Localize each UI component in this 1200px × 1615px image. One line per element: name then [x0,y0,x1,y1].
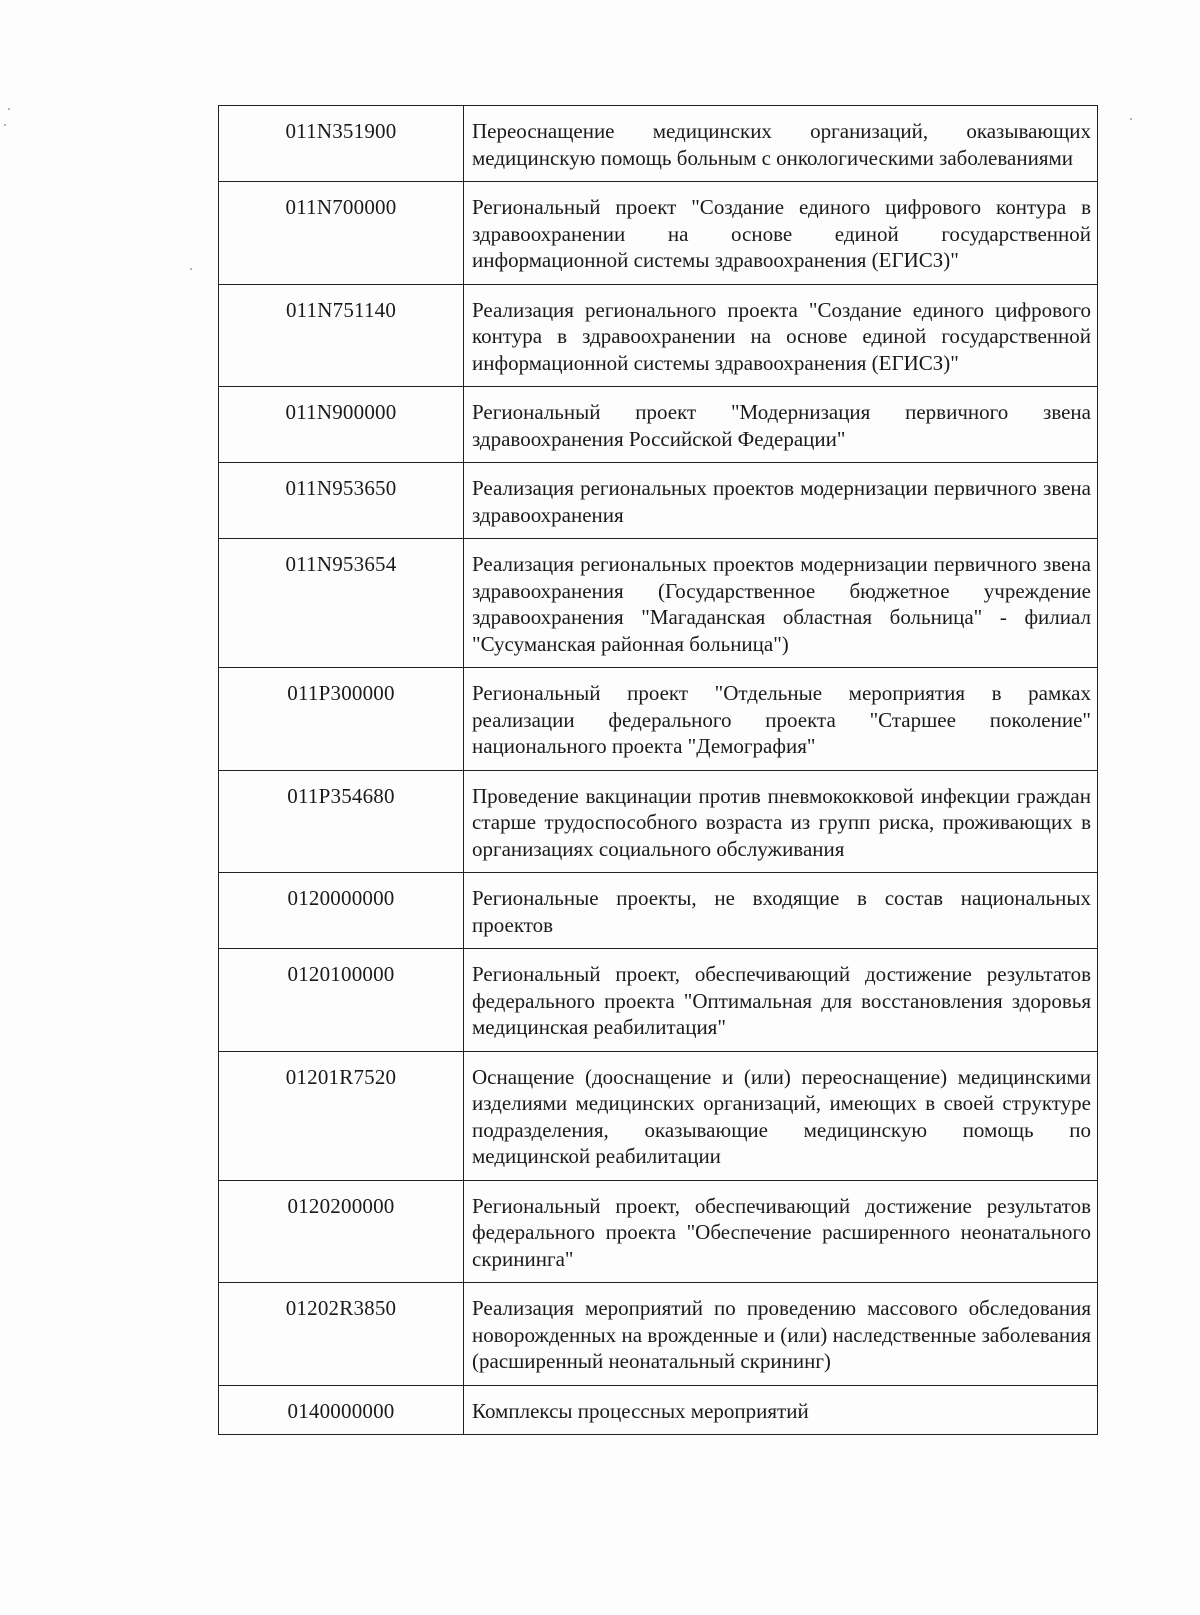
description-cell: Региональный проект, обеспечивающий достижение результатов федерального проекта "Обеспечение расширенного неонатального скрининга" [464,1180,1098,1283]
table-row [219,1180,1098,1283]
description-cell: Реализация региональных проектов модернизации первичного звена здравоохранения [464,463,1098,539]
code-cell: 01201R7520 [219,1051,464,1180]
code-cell: 01202R3850 [219,1283,464,1386]
description-cell: Региональный проект "Создание единого цифрового контура в здравоохранении на основе единой государственной информационной системы здравоохранения (ЕГИСЗ)" [464,182,1098,285]
code-cell: 0120200000 [219,1180,464,1283]
table-row [219,668,1098,771]
code-cell: 011N900000 [219,387,464,463]
code-cell: 011N351900 [219,106,464,182]
code-cell: 0140000000 [219,1385,464,1435]
budget-code-table [218,105,1098,1435]
table-row [219,182,1098,285]
code-cell: 0120000000 [219,873,464,949]
description-cell: Оснащение (дооснащение и (или) переоснащение) медицинскими изделиями медицинских организаций, имеющих в своей структуре подразделения, оказывающие медицинскую помощь по медицинской реабилитации [464,1051,1098,1180]
table-row [219,770,1098,873]
description-cell: Реализация региональных проектов модернизации первичного звена здравоохранения (Государственное бюджетное учреждение здравоохранения "Магаданская областная больница" - филиал "Сусуманская районная больница") [464,539,1098,668]
scan-speck [190,268,192,270]
scan-speck [8,108,10,110]
table-row [219,387,1098,463]
table-row [219,1283,1098,1386]
table-row [219,463,1098,539]
description-cell: Региональный проект, обеспечивающий достижение результатов федерального проекта "Оптимальная для восстановления здоровья медицинская реабилитация" [464,949,1098,1052]
table-row [219,1385,1098,1435]
code-cell: 011P300000 [219,668,464,771]
description-cell: Региональный проект "Модернизация первичного звена здравоохранения Российской Федерации" [464,387,1098,463]
table-row [219,284,1098,387]
code-cell: 011N751140 [219,284,464,387]
description-cell: Региональный проект "Отдельные мероприятия в рамках реализации федерального проекта "Старшее поколение" национального проекта "Демография" [464,668,1098,771]
description-cell: Региональные проекты, не входящие в состав национальных проектов [464,873,1098,949]
code-cell: 0120100000 [219,949,464,1052]
description-cell: Реализация регионального проекта "Создание единого цифрового контура в здравоохранении на основе единой государственной информационной системы здравоохранения (ЕГИСЗ)" [464,284,1098,387]
description-cell: Переоснащение медицинских организаций, оказывающих медицинскую помощь больным с онкологическими заболеваниями [464,106,1098,182]
table-row [219,873,1098,949]
description-cell: Проведение вакцинации против пневмококковой инфекции граждан старше трудоспособного возраста из групп риска, проживающих в организациях социального обслуживания [464,770,1098,873]
code-cell: 011N700000 [219,182,464,285]
table-body [219,106,1098,1435]
code-cell: 011N953650 [219,463,464,539]
table-row [219,949,1098,1052]
table-row [219,539,1098,668]
description-cell: Комплексы процессных мероприятий [464,1385,1098,1435]
scan-speck [1130,118,1132,120]
table-row [219,1051,1098,1180]
code-cell: 011N953654 [219,539,464,668]
table-row [219,106,1098,182]
description-cell: Реализация мероприятий по проведению массового обследования новорожденных на врожденные и (или) наследственные заболевания (расширенный неонатальный скрининг) [464,1283,1098,1386]
scan-speck [4,124,6,126]
code-cell: 011P354680 [219,770,464,873]
